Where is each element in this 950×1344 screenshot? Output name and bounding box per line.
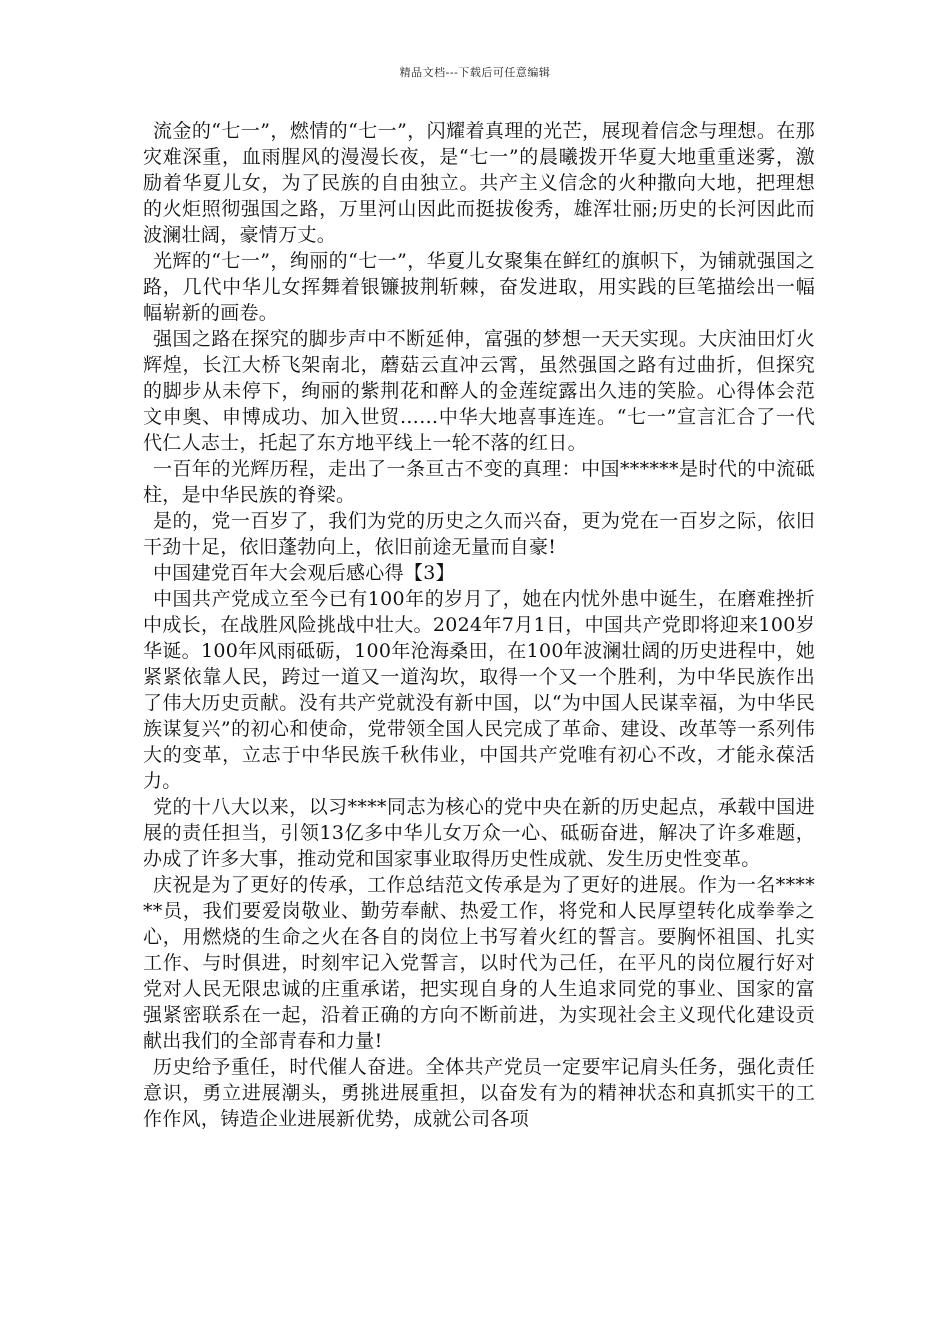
paragraph-9: 庆祝是为了更好的传承，工作总结范文传承是为了更好的进展。作为一名******员，我们要爱岗敬业、勤劳奉献、热爱工作，将党和人民厚望转化成拳拳之心，用燃烧的生命之火在各自的岗位上书写着火红的誓言。要胸怀祖国、扎实工作、与时俱进，时刻牢记入党誓言，以时代为己任，在平凡的岗位履行好对党对人民无限忠诚的庄重承诺，把实现自身的人生追求同党的事业、国家的富强紧密联系在一起，沿着正确的方向不断前进，为实现社会主义现代化建设贡献出我们的全部青春和力量! [143, 874, 815, 1052]
page-header: 精品文档---下载后可任意编辑 [399, 66, 551, 79]
paragraph-7: 中国共产党成立至今已有100年的岁月了，她在内忧外患中诞生，在磨难挫折中成长，在战胜风险挑战中壮大。2024年7月1日，中国共产党即将迎来100岁华诞。100年风雨砥砺，100年沧海桑田，在100年波澜壮阔的历史进程中，她紧紧依靠人民，跨过一道又一道沟坎，取得一个又一个胜利，为中华民族作出了伟大历史贡献。没有共产党就没有新中国，以“为中国人民谋幸福，为中华民族谋复兴”的初心和使命，党带领全国人民完成了革命、建设、改革等一系列伟大的变革，立志于中华民族千秋伟业，中国共产党唯有初心不改，才能永葆活力。 [143, 588, 815, 792]
paragraph-4: 一百年的光辉历程，走出了一条亘古不变的真理：中国******是时代的中流砥柱，是中华民族的脊梁。 [143, 458, 815, 506]
section-heading: 中国建党百年大会观后感心得【3】 [153, 562, 455, 584]
paragraph-3: 强国之路在探究的脚步声中不断延伸，富强的梦想一天天实现。大庆油田灯火辉煌，长江大桥飞架南北，蘑菇云直冲云霄，虽然强国之路有过曲折，但探究的脚步从未停下，绚丽的紫荆花和醉人的金莲绽露出久违的笑脸。心得体会范文申奥、申博成功、加入世贸……中华大地喜事连连。“七一”宣言汇合了一代代仁人志士，托起了东方地平线上一轮不落的红日。 [143, 328, 815, 454]
paragraph-5: 是的，党一百岁了，我们为党的历史之久而兴奋，更为党在一百岁之际，依旧干劲十足，依旧蓬勃向上，依旧前途无量而自豪! [143, 510, 815, 558]
paragraph-2: 光辉的“七一”，绚丽的“七一”，华夏儿女聚集在鲜红的旗帜下，为铺就强国之路，几代中华儿女挥舞着银镰披荆斩棘，奋发进取，用实践的巨笔描绘出一幅幅崭新的画卷。 [143, 250, 815, 324]
paragraph-8: 党的十八大以来，以习****同志为核心的党中央在新的历史起点，承载中国进展的责任担当，引领13亿多中华儿女万众一心、砥砺奋进，解决了许多难题，办成了许多大事，推动党和国家事业取得历史性成就、发生历史性变革。 [143, 796, 815, 870]
paragraph-10: 历史给予重任，时代催人奋进。全体共产党员一定要牢记肩头任务，强化责任意识，勇立进展潮头，勇挑进展重担，以奋发有为的精神状态和真抓实干的工作作风，铸造企业进展新优势，成就公司各项 [143, 1056, 815, 1130]
document-body [143, 118, 815, 1132]
paragraph-1: 流金的“七一”，燃情的“七一”，闪耀着真理的光芒，展现着信念与理想。在那灾难深重，血雨腥风的漫漫长夜，是“七一”的晨曦拨开华夏大地重重迷雾，激励着华夏儿女，为了民族的自由独立。共产主义信念的火种撒向大地，把理想的火炬照彻强国之路，万里河山因此而挺拔俊秀，雄浑壮丽;历史的长河因此而波澜壮阔，豪情万丈。 [143, 120, 815, 246]
